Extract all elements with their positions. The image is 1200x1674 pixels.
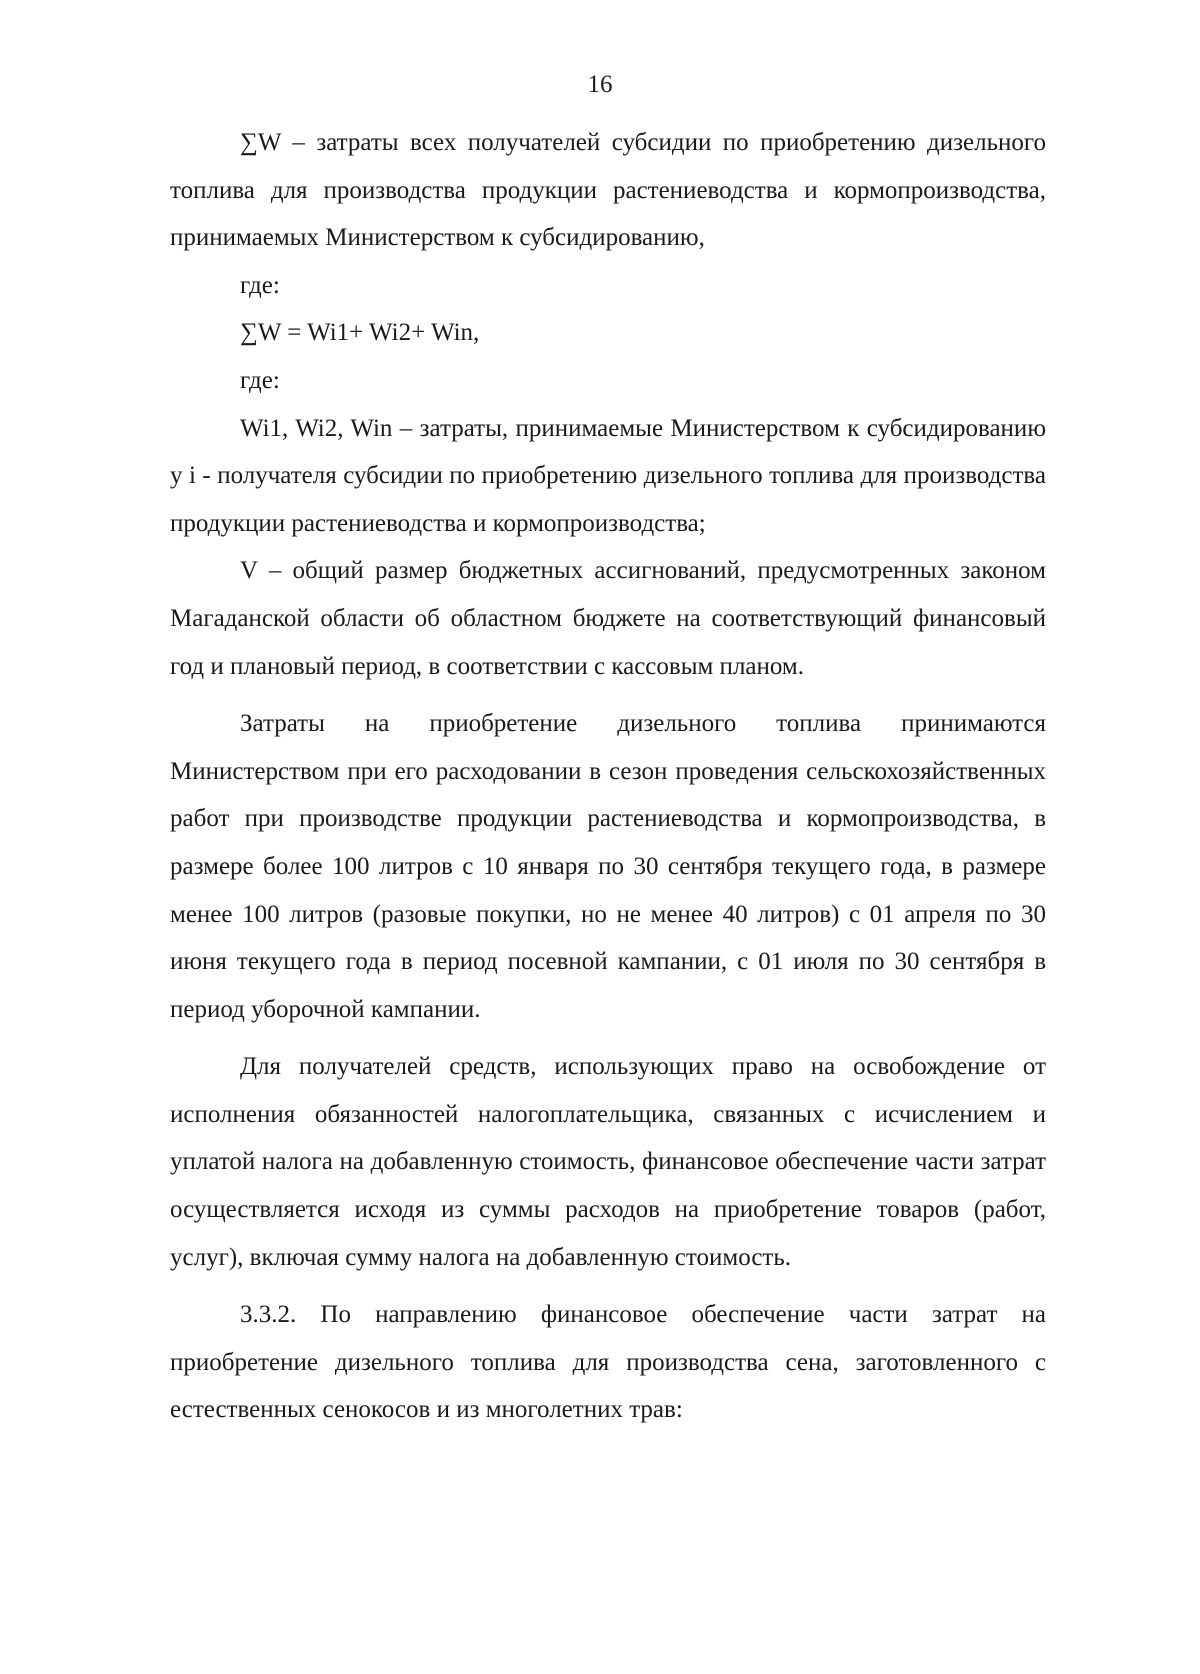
page-number: 16 <box>587 71 613 98</box>
paragraph-sum-w-definition: ∑W – затраты всех получателей субсидии по приобретению дизельного топлива для производства продукции растениеводства и кормопроизводства, принимаемых Министерством к субсидированию, <box>170 129 1046 252</box>
paragraph-wi-definition: Wi1, Wi2, Win – затраты, принимаемые Министерством к субсидированию у i - получателя субсидии по приобретению дизельного топлива для производства продукции растениеводства и кормопроизводства; <box>170 414 1046 537</box>
paragraph-section-3-3-2: 3.3.2. По направлению финансовое обеспечение части затрат на приобретение дизельного топлива для производства сена, заготовленного с естественных сенокосов и из многолетних трав: <box>170 1301 1046 1424</box>
paragraph-sum-w-formula: ∑W = Wi1+ Wi2+ Win, <box>240 319 480 347</box>
paragraph-where-2: где: <box>240 366 280 394</box>
paragraph-v-definition: V – общий размер бюджетных ассигнований, предусмотренных законом Магаданской области об областном бюджете на соответствующий финансовый год и плановый период, в соответствии с кассовым планом. <box>170 557 1046 680</box>
paragraph-fuel-costs: Затраты на приобретение дизельного топлива принимаются Министерством при его расходовании в сезон проведения сельскохозяйственных работ при производстве продукции растениеводства и кормопроизводства, в размере более 100 литров с 10 января по 30 сентября текущего года, в размере менее 100 литров (разовые покупки, но не менее 40 литров) с 01 апреля по 30 июня текущего года в период посевной кампании, с 01 июля по 30 сентября в период уборочной кампании. <box>170 710 1046 1023</box>
paragraph-vat-exemption: Для получателей средств, использующих право на освобождение от исполнения обязанностей налогоплательщика, связанных с исчислением и уплатой налога на добавленную стоимость, финансовое обеспечение части затрат осуществляется исходя из суммы расходов на приобретение товаров (работ, услуг), включая сумму налога на добавленную стоимость. <box>170 1053 1046 1271</box>
paragraph-where-1: где: <box>240 271 280 299</box>
document-body <box>170 119 1046 1434</box>
